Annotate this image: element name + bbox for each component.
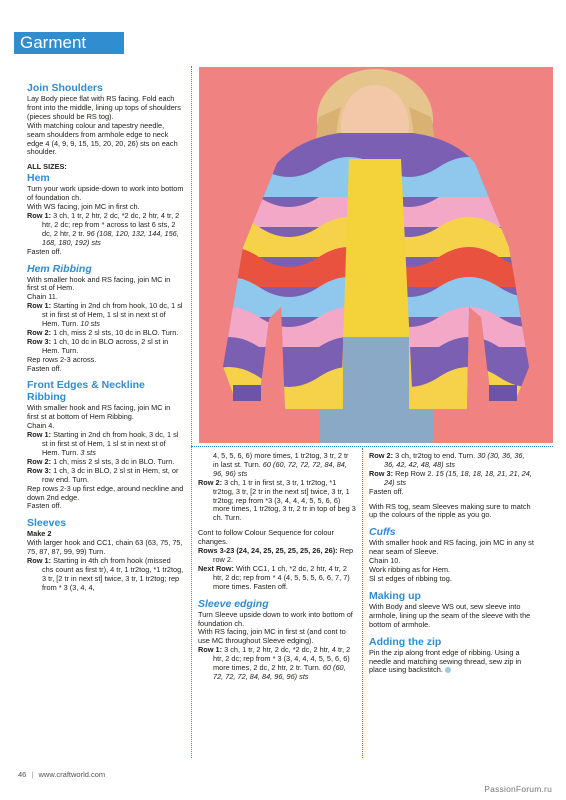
footer-separator: | xyxy=(31,770,34,779)
sleeve-edging-row-1: Row 1: 3 ch, 1 tr, 2 htr, 2 dc, *2 dc, 2 htr, 4 tr, 2 htr, 2 dc; rep from * 3 (3, 4, 4, 4, 5, 5, 6, 6) more times, 2 dc, 2 htr, 2 tr. Turn. 60 (60, 72, 72, 72, 84, 84, 96, 96) sts xyxy=(198,645,351,681)
sleeve-edging-heading: Sleeve edging xyxy=(198,597,269,610)
making-up-heading: Making up xyxy=(369,589,421,602)
page-number: 46 xyxy=(18,770,27,779)
sleeves-row-1: Row 1: Starting in 4th ch from hook (missed chs count as first tr), 4 tr, 1 tr2tog, *1 tr2tog, 3 tr, [2 tr in next st] twice, 3 tr, 1 tr2tog; rep from * 3 (3, 4, 4, xyxy=(27,556,184,592)
sleeves-row-2: Row 2: 3 ch, 1 tr in first st, 3 tr, 1 tr2tog, *1 tr2tog, 3 tr, [2 tr in the next st] twice, 3 tr, 1 tr2tog; rep from *3 (3, 4, 4, 4, 5, 5, 6, 6) more times, 1 tr2tog, 3 tr, 2 tr in top of beg 3 ch. Turn. xyxy=(198,477,356,523)
all-sizes-label: ALL SIZES: xyxy=(27,162,67,172)
hem-heading: Hem xyxy=(27,172,50,185)
making-up-text: With Body and sleeve WS out, sew sleeve into armhole, lining up the seam of the sleeve with the bottom of armhole. xyxy=(369,601,531,629)
adding-zip-text: Pin the zip along front edge of ribbing. Using a needle and matching sewing thread, sew zip in place using backstitch. xyxy=(369,647,522,675)
front-edges-heading: Front Edges & Neckline Ribbing xyxy=(27,379,145,404)
sleeves-make-2: Make 2 xyxy=(27,529,52,539)
watermark: PassionForum.ru xyxy=(484,784,552,794)
sleeve-edging-text-2: With RS facing, join MC in first st (and cont to use MC throughout Sleeve edging). xyxy=(198,627,346,646)
join-shoulders-heading: Join Shoulders xyxy=(27,82,103,94)
cuffs-heading: Cuffs xyxy=(369,526,396,539)
hem-ribbing-repeat: Rep rows 2-3 across. xyxy=(27,354,97,364)
footer-site: www.craftworld.com xyxy=(38,770,106,779)
column-divider-right xyxy=(362,448,363,758)
column-divider-left xyxy=(191,66,192,758)
photo-divider xyxy=(191,446,553,447)
section-title: Garment xyxy=(20,33,87,52)
hem-row-1: Row 1: 3 ch, 1 tr, 2 htr, 2 dc, *2 dc, 2 htr, 4 tr, 2 htr, 2 dc; rep from * across to last 6 sts, 2 dc, 2 htr, 2 tr. 96 (108, 120, 132, 144, 156, 168, 180, 192) sts xyxy=(27,210,180,247)
hem-ribbing-fasten-off: Fasten off. xyxy=(27,363,62,373)
sleeve-edging-fasten-off: Fasten off. xyxy=(369,486,404,496)
front-edges-row-1: Row 1: Starting in 2nd ch from hook, 3 dc, 1 sl st in first st of Hem, 1 sl st in next st of Hem. Turn. 3 sts xyxy=(27,430,179,457)
cuffs-text-2: Chain 10. xyxy=(369,556,401,566)
sleeves-heading: Sleeves xyxy=(27,517,67,530)
sleeves-rows-3-23: Rows 3-23 (24, 24, 25, 25, 25, 25, 26, 26): Rep row 2. xyxy=(198,546,354,564)
front-edges-repeat: Rep rows 2-3 up first edge, around neckline and down 2nd edge. xyxy=(27,483,184,502)
cuffs-text-3: Work ribbing as for Hem. xyxy=(369,565,451,575)
left-column xyxy=(27,82,184,593)
cuffs-text-4: Sl st edges of ribbing tog. xyxy=(369,573,452,583)
join-text-1: Lay Body piece flat with RS facing. Fold each front into the middle, lining up tops of shoulders (pieces should be RS tog). xyxy=(27,94,181,121)
model-photo xyxy=(199,67,553,443)
colour-sequence-note: Cont to follow Colour Sequence for colour changes. xyxy=(198,528,334,547)
hem-ribbing-text-2: Chain 11. xyxy=(27,292,58,302)
sleeve-edging-row-3: Row 3: Rep Row 2. 15 (15, 18, 18, 18, 21, 21, 24, 24) sts xyxy=(369,468,532,487)
hem-ribbing-row-3: Row 3: 1 ch, 10 dc in BLO across, 2 sl st in Hem. Turn. xyxy=(27,336,169,355)
left-cuff xyxy=(233,385,261,401)
right-column xyxy=(369,452,535,675)
middle-column xyxy=(198,452,356,682)
end-mark-icon xyxy=(445,667,451,673)
hem-ribbing-heading: Hem Ribbing xyxy=(27,262,92,275)
sleeve-edging-text-1: Turn Sleeve upside down to work into bottom of foundation ch. xyxy=(198,609,353,628)
model-cardigan-illustration xyxy=(199,67,553,443)
jeans-front xyxy=(343,337,409,409)
front-edges-row-3: Row 3: 1 ch, 3 dc in BLO, 2 sl st in Hem, st, or row end. Turn. xyxy=(27,465,179,484)
page-footer xyxy=(18,770,105,779)
sleeves-row-1-continued: 4, 5, 5, 6, 6) more times, 1 tr2tog, 3 tr, 2 tr in last st. Turn. 60 (60, 72, 72, 72, 84, 84, 96, 96) sts xyxy=(213,451,349,478)
hem-ribbing-row-1: Row 1: Starting in 2nd ch from hook, 10 dc, 1 sl st in first st of Hem, 1 sl st in next st of Hem. Turn. 10 sts xyxy=(27,301,183,329)
hem-ribbing-row-2: Row 2: 1 ch, miss 2 sl sts, 10 dc in BLO. Turn. xyxy=(27,327,179,337)
cuffs-text-1: With smaller hook and RS facing, join MC in any st near seam of Sleeve. xyxy=(369,538,534,557)
seam-sleeves-text: With RS tog, seam Sleeves making sure to match up the colours of the ripple as you go. xyxy=(369,501,531,520)
hem-ribbing-text-1: With smaller hook and RS facing, join MC in first st of Hem. xyxy=(27,274,171,293)
front-edges-row-2: Row 2: 1 ch, miss 2 sl sts, 3 dc in BLO. Turn. xyxy=(27,456,175,466)
front-edges-fasten-off: Fasten off. xyxy=(27,501,62,511)
right-cuff xyxy=(489,385,517,401)
sleeves-text-1: With larger hook and CC1, chain 63 (63, 75, 75, 75, 87, 87, 99, 99) Turn. xyxy=(27,538,183,557)
hem-text-2: With WS facing, join MC in first ch. xyxy=(27,202,140,212)
sleeves-next-row: Next Row: With CC1, 1 ch, *2 dc, 2 htr, 4 tr, 2 htr, 2 dc; rep from * 4 (4, 5, 5, 5, 6, 6, 7, 7) more times. Fasten off. xyxy=(198,563,350,591)
front-edges-text-1: With smaller hook and RS facing, join MC in first st at bottom of Hem Ribbing. xyxy=(27,403,171,422)
hem-fasten-off: Fasten off. xyxy=(27,246,62,256)
hem-text-1: Turn your work upside-down to work into bottom of foundation ch. xyxy=(27,184,184,203)
join-text-2: With matching colour and tapestry needle, seam shoulders from armhole edge to neck edge 4 (4, 9, 9, 15, 15, 20, 20, 26) sts on each shoulder. xyxy=(27,120,178,157)
front-edges-text-2: Chain 4. xyxy=(27,421,55,431)
sleeve-edging-row-2: Row 2: 3 ch, tr2tog to end. Turn. 30 (30, 36, 36, 36, 42, 42, 48, 48) sts xyxy=(369,451,525,469)
section-tab xyxy=(14,32,124,54)
adding-zip-heading: Adding the zip xyxy=(369,635,442,648)
